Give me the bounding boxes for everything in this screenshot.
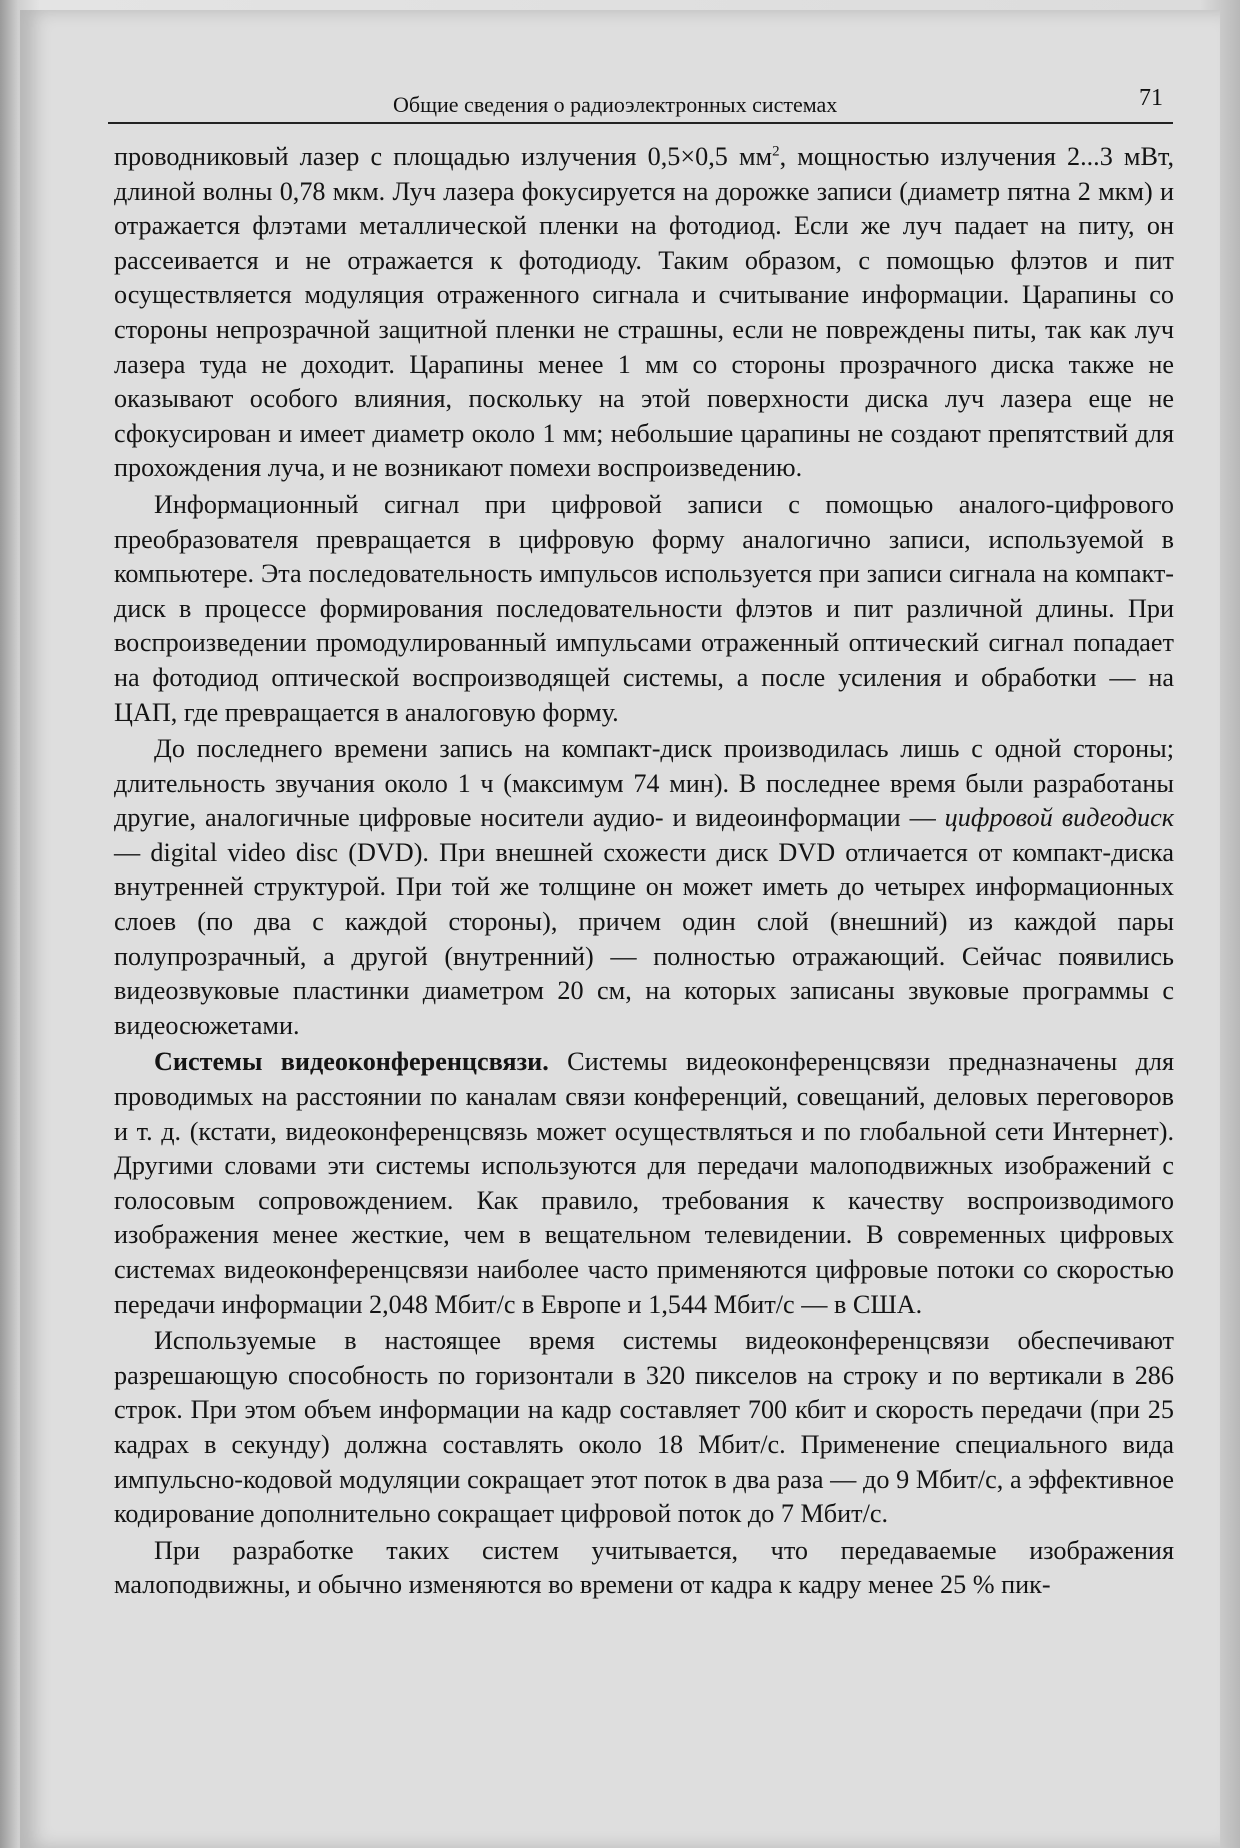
emphasized-term: цифровой видеодиск <box>944 803 1175 833</box>
page-header <box>108 82 1173 124</box>
page-number: 71 <box>1139 85 1163 111</box>
text-segment: Используемые в настоящее время системы видеоконференцсвязи обеспечивают разрешающую способность по горизонтали в 320 пикселов на строку и по вертикали в 286 строк. При этом объем информации на кадр составляет 700 кбит и скорость передачи (при 25 кадрах в секунду) должна составлять около 18 Мбит/с. Применение специального вида импульсно-кодовой модуляции сокращает этот поток в два раза — до 9 Мбит/с, а эффективное кодирование дополнительно сокращает цифровой поток до 7 Мбит/с. <box>114 1326 1174 1529</box>
paragraph-5 <box>114 1324 1174 1532</box>
paragraph-6 <box>114 1534 1174 1603</box>
paragraph-4 <box>114 1045 1174 1322</box>
text-segment: Информационный сигнал при цифровой записи с помощью аналого-цифрового преобразователя превращается в цифровую форму аналогично записи, используемой в компьютере. Эта последовательность импульсов используется при записи сигнала на компакт-диск в процессе формирования последовательности флэтов и пит различной длины. При воспроизведении промодулированный импульсами отраженный оптический сигнал попадает на фотодиод оптической воспроизводящей системы, а после усиления и обработки — на ЦАП, где превращается в аналоговую форму. <box>114 489 1174 727</box>
text-segment: проводниковый лазер с площадью излучения 0,5×0,5 мм <box>114 142 773 171</box>
running-title: Общие сведения о радиоэлектронных системах <box>393 92 838 117</box>
text-segment: До последнего времени запись на компакт-диск производилась лишь с одной стороны; длительность звучания около 1 ч (максимум 74 мин). В последнее время были разработаны другие, аналогичные цифровые носители аудио- и видеоинформации — <box>114 734 1174 833</box>
text-segment: При разработке таких систем учитывается, что передаваемые изображения малоподвижны, и обычно изменяются во времени от кадра к кадру менее 25 % пик- <box>114 1535 1174 1600</box>
body-text <box>114 140 1174 1603</box>
paragraph-2 <box>114 488 1174 730</box>
paragraph-1 <box>114 140 1174 486</box>
text-segment: — digital video disc (DVD). При внешней схожести диск DVD отличается от компакт-диска внутренней структурой. При той же толщине он может иметь до четырех информационных слоев (по два с каждой стороны), причем один слой (внешний) из каждой пары полупрозрачный, а другой (внутренний) — полностью отражающий. Сейчас появились видеозвуковые пластинки диаметром 20 см, на которых записаны звуковые программы с видеосюжетами. <box>114 837 1174 1040</box>
paragraph-3 <box>114 732 1174 1043</box>
superscript: 2 <box>772 143 780 160</box>
section-heading: Системы видеоконференцсвязи. <box>154 1047 549 1077</box>
text-segment: Системы видеоконференцсвязи предназначены для проводимых на расстоянии по каналам связи конференций, совещаний, деловых переговоров и т. д. (кстати, видеоконференцсвязь может осуществляться и по глобальной сети Интернет). Другими словами эти системы используются для передачи малоподвижных изображений с голосовым сопровождением. Как правило, требования к качеству воспроизводимого изображения менее жесткие, чем в вещательном телевидении. В современных цифровых системах видеоконференцсвязи наиболее часто применяются цифровые потоки со скоростью передачи информации 2,048 Мбит/с в Европе и 1,544 Мбит/с — в США. <box>114 1047 1175 1319</box>
text-segment: , мощностью излучения 2...3 мВт, длиной волны 0,78 мкм. Луч лазера фокусируется на дорожке записи (диаметр пятна 2 мкм) и отражается флэтами металлической пленки на фотодиод. Если же луч падает на питу, он рассеивается и не отражается к фотодиоду. Таким образом, с помощью флэтов и пит осуществляется модуляция отраженного сигнала и считывание информации. Царапины со стороны непрозрачной защитной пленки не страшны, если не повреждены питы, так как луч лазера туда не доходит. Царапины менее 1 мм со стороны прозрачного диска также не оказывают особого влияния, поскольку на этой поверхности диска луч лазера еще не сфокусирован и имеет диаметр около 1 мм; небольшие царапины не создают препятствий для прохождения луча, и не возникают помехи воспроизведению. <box>114 142 1174 483</box>
